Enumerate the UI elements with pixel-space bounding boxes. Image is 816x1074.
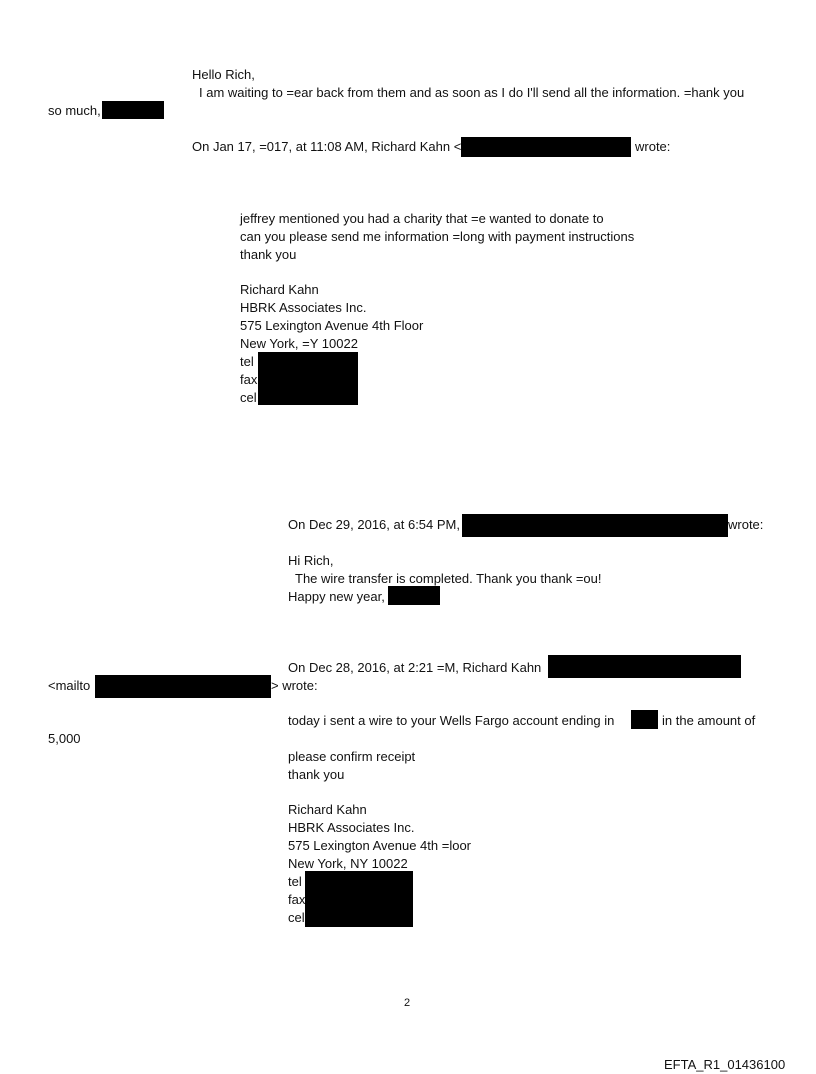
quote-header-mailto: <mailto [48,678,91,693]
quote-body-line: Happy new year, [288,589,385,604]
signature-city: New York, NY 10022 [288,856,408,871]
quote-body-line: thank you [288,767,345,782]
quote-greeting: Hi Rich, [288,553,334,568]
email-body-line: I am waiting to =ear back from them and as soon as I do I'll send all the information. =hank you [199,85,745,100]
signature-city: New York, =Y 10022 [240,336,358,351]
quote-header: On Jan 17, =017, at 11:08 AM, Richard Kahn < [192,139,462,154]
document-id: EFTA_R1_01436100 [664,1057,786,1072]
redaction-box [102,101,164,119]
quote-body-line: in the amount of [662,713,756,728]
signature-name: Richard Kahn [240,282,319,297]
email-greeting: Hello Rich, [192,67,255,82]
signature-company: HBRK Associates Inc. [240,300,367,315]
email-body-line: so much, [48,103,101,118]
signature-tel: tel [240,354,254,369]
signature-fax: fax [240,372,258,387]
quote-header-end: > wrote: [271,678,318,693]
signature-cel: cel [240,390,257,405]
signature-name: Richard Kahn [288,802,367,817]
quote-header: On Dec 29, 2016, at 6:54 PM, [288,517,460,532]
redaction-box [548,655,741,678]
quote-body-line: 5,000 [48,731,81,746]
redaction-box [95,675,271,698]
signature-tel: tel [288,874,302,889]
redaction-box [258,352,358,405]
signature-company: HBRK Associates Inc. [288,820,415,835]
quote-header: On Dec 28, 2016, at 2:21 =M, Richard Kahn [288,660,542,675]
quote-body-line: today i sent a wire to your Wells Fargo account ending in [288,713,615,728]
quote-body-line: The wire transfer is completed. Thank you thank =ou! [295,571,602,586]
quote-header-end: wrote: [635,139,671,154]
signature-address: 575 Lexington Avenue 4th =loor [288,838,471,853]
signature-fax: fax [288,892,306,907]
redaction-box [305,871,413,927]
redaction-box [461,137,631,157]
quote-body-line: please confirm receipt [288,749,416,764]
page-number: 2 [404,997,411,1009]
signature-cel: cel [288,910,305,925]
redaction-box [631,710,658,729]
signature-address: 575 Lexington Avenue 4th Floor [240,318,424,333]
redaction-box [462,514,728,537]
quote-body-line: thank you [240,247,297,262]
quote-body-line: jeffrey mentioned you had a charity that =e wanted to donate to [240,211,604,226]
quote-header-end: wrote: [728,517,764,532]
quote-body-line: can you please send me information =long with payment instructions [240,229,635,244]
redaction-box [388,586,440,605]
